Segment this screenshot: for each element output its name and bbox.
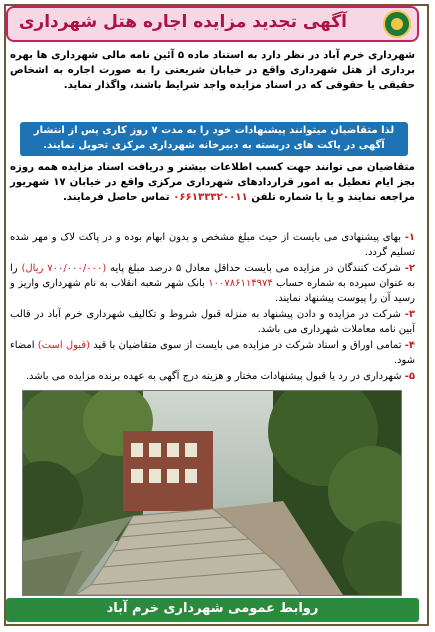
info-text-after-phone: تماس حاصل فرمایند. [62, 192, 170, 203]
condition-text: تمامی اوراق و اسناد شرکت در مزایده می بایست از سوی متقاضیان با قید [93, 340, 402, 351]
condition-number: ۲- [404, 263, 415, 274]
condition-number: ۵- [404, 371, 415, 382]
ad-title: آگهی تجدید مزایده اجاره هتل شهرداری [18, 12, 347, 32]
condition-item [10, 261, 415, 306]
intro-paragraph: شهرداری خرم آباد در نظر دارد به استناد ماده ۵ آئین نامه مالی شهرداری ها بهره برداری از هتل شهرداری واقع در خیابان شریعتی را به صورت اجاره به اشخاص حقیقی یا حقوقی که در اسناد مزایده واجد شرایط باشند، واگذار نماید. [10, 50, 415, 91]
condition-text: شهرداری در رد یا قبول پیشنهادات مختار و هزینه درج آگهی به عهده برنده مزایده می باشد. [25, 371, 402, 382]
account-number: ۱۰۰۷۸۶۱۱۴۹۷۴ [208, 278, 273, 289]
ad-footer [6, 598, 419, 622]
conditions-list [10, 230, 415, 385]
condition-text: شرکت در مزایده و دادن پیشنهاد به منزله قبول شروط و تکالیف شهرداری خرم آباد در قالب آیین نامه معاملات شهرداری می باشد. [10, 309, 415, 335]
ad-header [6, 6, 419, 42]
condition-number: ۴- [404, 340, 415, 351]
condition-text: را به عنوان سپرده به شماره حساب [10, 263, 415, 289]
condition-number: ۳- [404, 309, 415, 320]
footer-text: روابط عمومی شهرداری خرم آباد [106, 601, 319, 616]
condition-text: بانک شهر شعبه انقلاب به نام شهرداری واریز و رسید آن را پیوست پیشنهاد نمایند. [10, 278, 415, 304]
deposit-amount: (۷۰۰/۰۰۰/۰۰۰ ریال) [21, 263, 107, 274]
condition-item [10, 230, 415, 260]
highlight-text: (قبول است) [37, 340, 90, 351]
hotel-staircase-photo [22, 390, 402, 596]
condition-item [10, 369, 415, 384]
condition-text: امضاء شود. [10, 340, 415, 366]
condition-item [10, 307, 415, 337]
condition-number: ۱- [404, 232, 415, 243]
phone-number: ۰۶۶۱۳۳۳۲۰۰۱۱ [173, 192, 248, 203]
info-paragraph [10, 160, 415, 205]
condition-item [10, 338, 415, 368]
info-text-before-phone: متقاضیان می توانند جهت کسب اطلاعات بیشتر و دریافت اسناد مزایده همه روزه بجز ایام تعطیل به امور قراردادهای شهرداری مرکزی واقع در خیابان ۱۷ شهریور مراجعه نمایند و یا با شماره تلفن [10, 162, 415, 203]
condition-text: بهای پیشنهادی می بایست از حیث مبلغ مشخص و بدون ابهام بوده و در پاکت لاک و مهر شده تسلیم گردد. [10, 232, 415, 258]
condition-text: شرکت کنندگان در مزایده می بایست حداقل معادل ۵ درصد مبلغ پایه [110, 263, 401, 274]
notice-text: لذا متقاضیان میتوانند پیشنهادات خود را به مدت ۷ روز کاری پس از انتشار آگهی در پاکت های دربسته به دبیرخانه شهرداری مرکزی تحویل نمایند. [33, 125, 395, 151]
municipality-emblem-icon [383, 10, 411, 38]
